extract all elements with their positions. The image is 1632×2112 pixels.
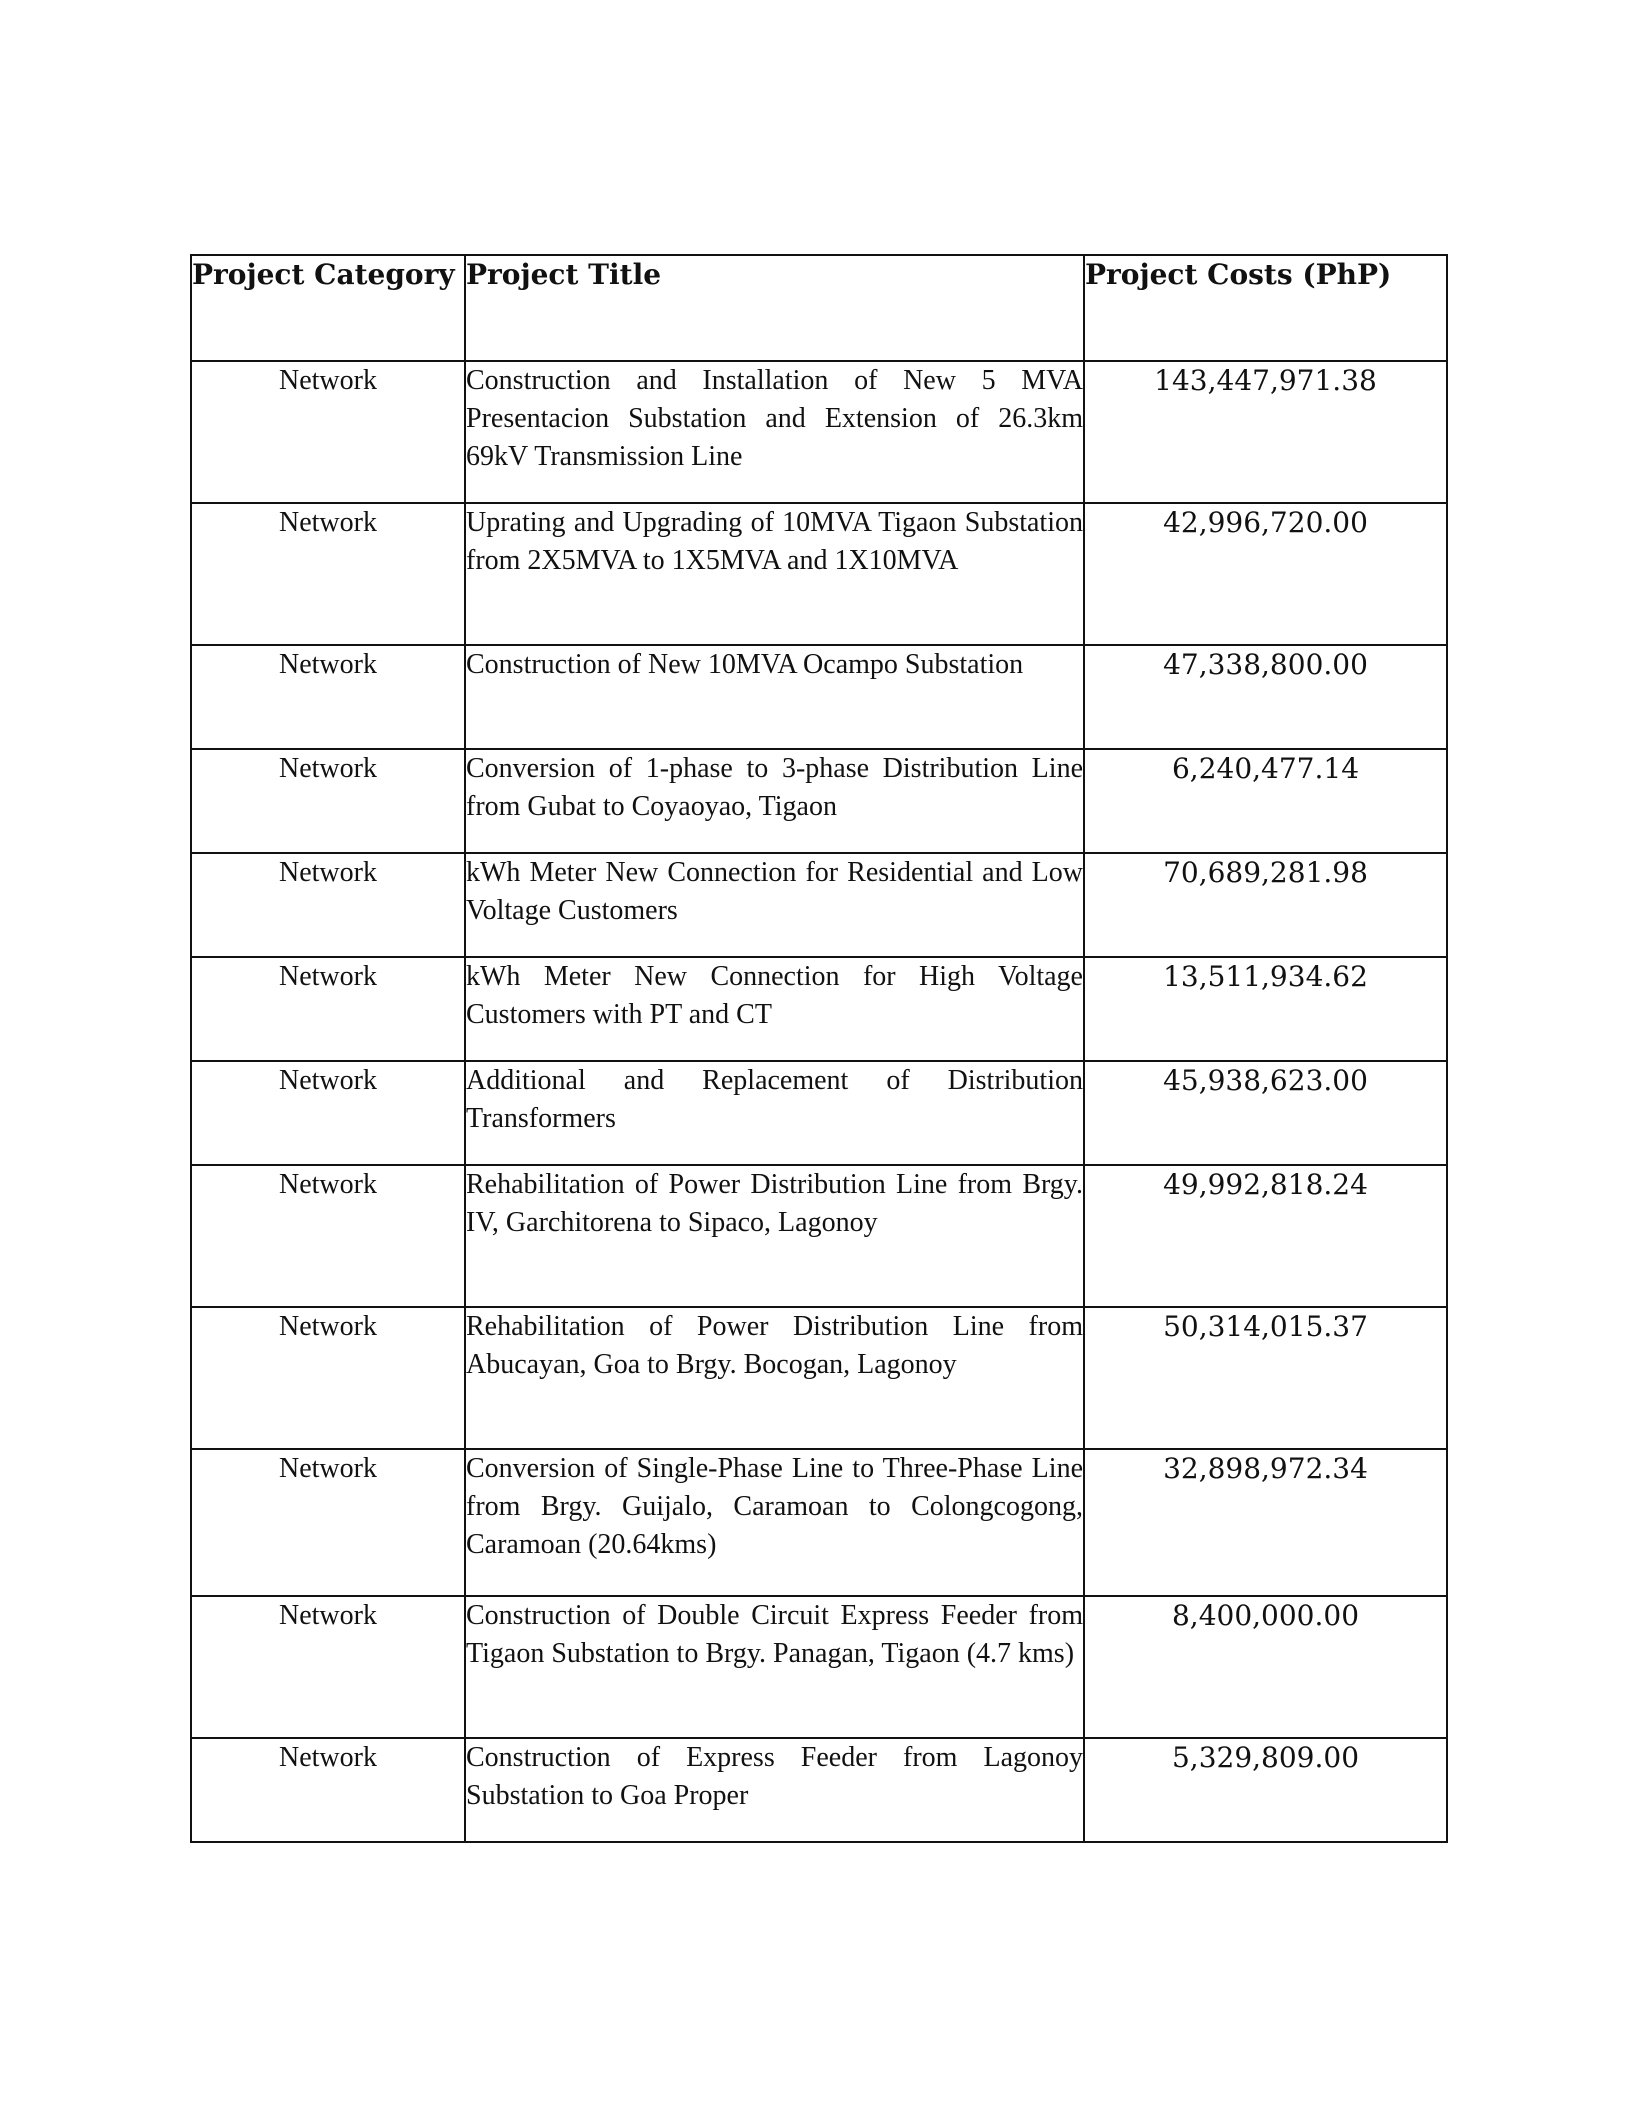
row-title: kWh Meter New Connection for High Voltage Customers with PT and CT [465,957,1084,1061]
row-category: Network [191,853,465,957]
row-cost: 13,511,934.62 [1084,957,1447,1061]
row-title: Rehabilitation of Power Distribution Line from Abucayan, Goa to Brgy. Bocogan, Lagonoy [465,1307,1084,1449]
row-cost: 32,898,972.34 [1084,1449,1447,1596]
table-row [191,1449,1447,1596]
row-title: Uprating and Upgrading of 10MVA Tigaon Substation from 2X5MVA to 1X5MVA and 1X10MVA [465,503,1084,645]
header-project-category: Project Category [191,255,465,361]
row-title: Construction of Double Circuit Express Feeder from Tigaon Substation to Brgy. Panagan, Tigaon (4.7 kms) [465,1596,1084,1738]
row-title: Construction and Installation of New 5 MVA Presentacion Substation and Extension of 26.3km 69kV Transmission Line [465,361,1084,503]
table-row [191,361,1447,503]
row-title: kWh Meter New Connection for Residential and Low Voltage Customers [465,853,1084,957]
row-category: Network [191,361,465,503]
table-row [191,1738,1447,1842]
row-category: Network [191,1738,465,1842]
header-project-costs: Project Costs (PhP) [1084,255,1447,361]
project-table [190,254,1448,1843]
table-row [191,1307,1447,1449]
row-title: Construction of Express Feeder from Lagonoy Substation to Goa Proper [465,1738,1084,1842]
row-category: Network [191,1061,465,1165]
row-cost: 42,996,720.00 [1084,503,1447,645]
row-cost: 6,240,477.14 [1084,749,1447,853]
row-cost: 49,992,818.24 [1084,1165,1447,1307]
table-row [191,1061,1447,1165]
table-row [191,1165,1447,1307]
row-category: Network [191,1307,465,1449]
row-category: Network [191,957,465,1061]
row-cost: 143,447,971.38 [1084,361,1447,503]
table-row [191,1596,1447,1738]
row-cost: 8,400,000.00 [1084,1596,1447,1738]
row-category: Network [191,1165,465,1307]
row-category: Network [191,1449,465,1596]
table-row [191,853,1447,957]
table-header-row [191,255,1447,361]
row-cost: 45,938,623.00 [1084,1061,1447,1165]
table-row [191,503,1447,645]
row-title: Construction of New 10MVA Ocampo Substation [465,645,1084,749]
row-category: Network [191,503,465,645]
table-row [191,645,1447,749]
table-row [191,957,1447,1061]
row-title: Rehabilitation of Power Distribution Line from Brgy. IV, Garchitorena to Sipaco, Lagonoy [465,1165,1084,1307]
row-cost: 5,329,809.00 [1084,1738,1447,1842]
row-title: Conversion of 1-phase to 3-phase Distribution Line from Gubat to Coyaoyao, Tigaon [465,749,1084,853]
row-category: Network [191,749,465,853]
row-category: Network [191,645,465,749]
row-title: Conversion of Single-Phase Line to Three-Phase Line from Brgy. Guijalo, Caramoan to Colongcogong, Caramoan (20.64kms) [465,1449,1084,1596]
row-category: Network [191,1596,465,1738]
row-title: Additional and Replacement of Distribution Transformers [465,1061,1084,1165]
header-project-title: Project Title [465,255,1084,361]
row-cost: 70,689,281.98 [1084,853,1447,957]
row-cost: 50,314,015.37 [1084,1307,1447,1449]
table-row [191,749,1447,853]
row-cost: 47,338,800.00 [1084,645,1447,749]
